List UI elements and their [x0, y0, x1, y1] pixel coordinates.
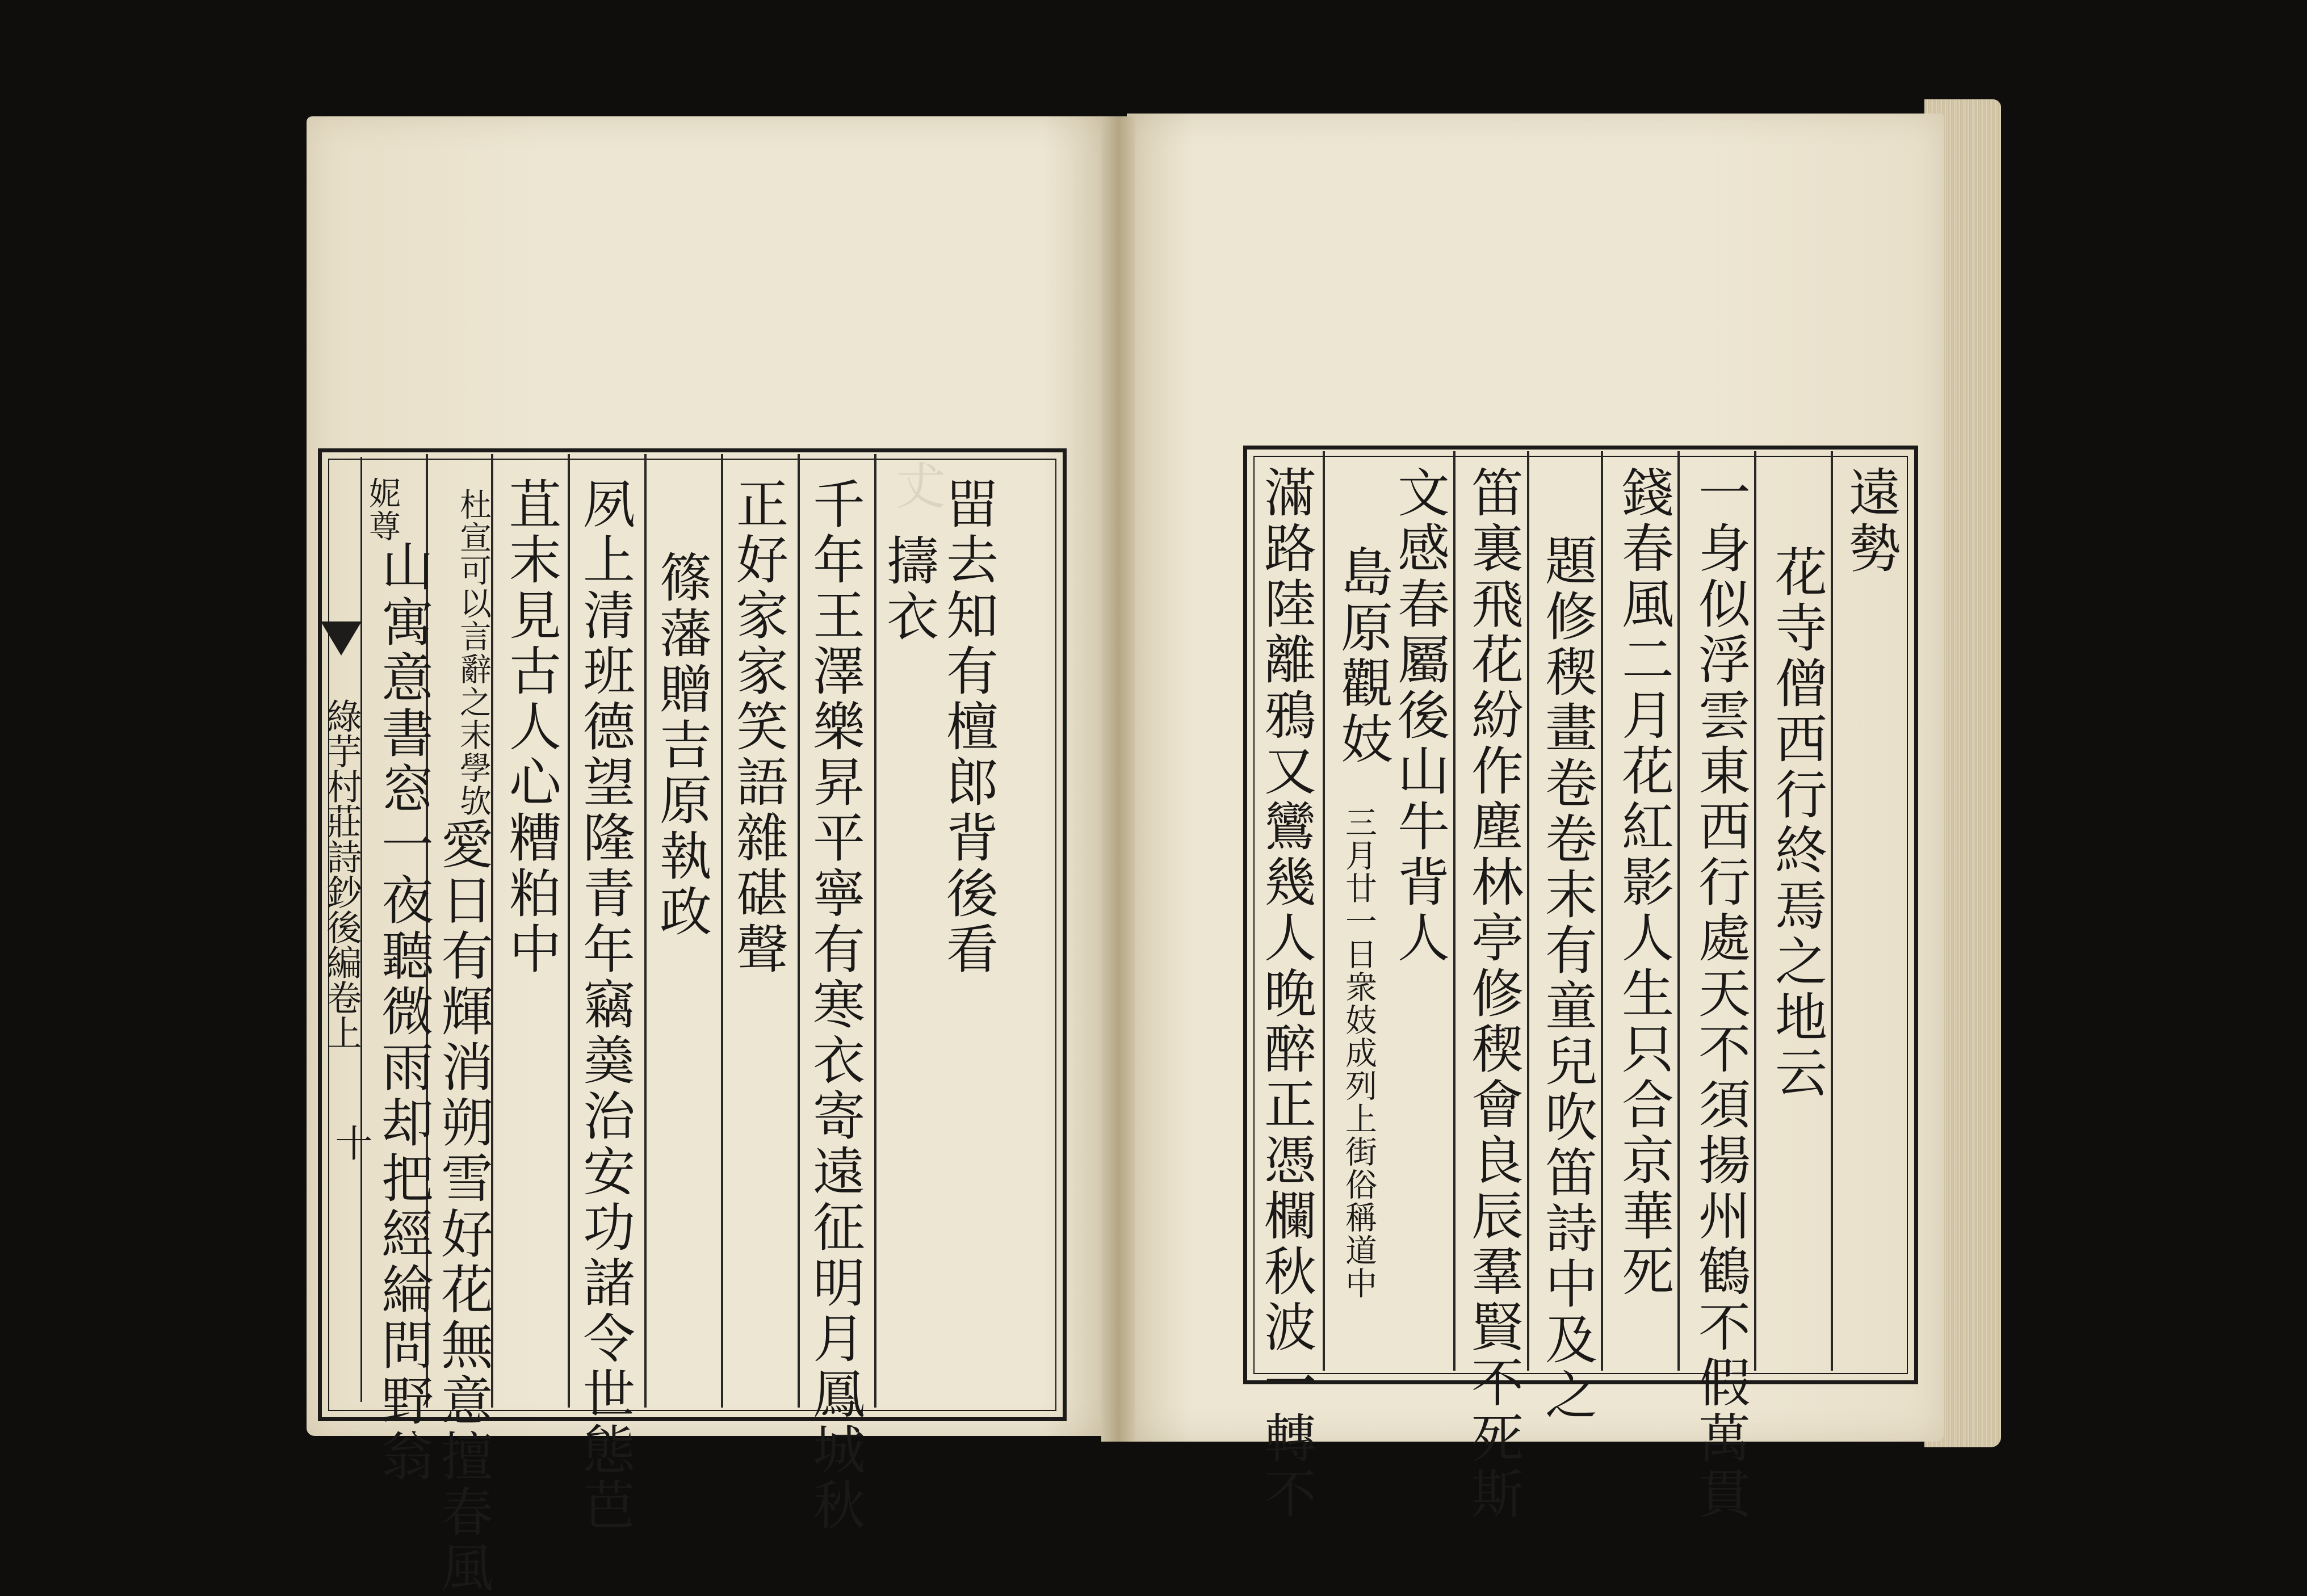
- left-col-4: 正好家家笑語雜碪聲: [728, 477, 788, 977]
- right-col-2: 花寺僧西行終焉之地云: [1767, 545, 1827, 1101]
- column-rule: [1754, 451, 1756, 1371]
- left-col-8-note: 杜宣可以言辭之末學欤: [455, 488, 492, 817]
- show-through-text: 𠀋: [888, 460, 946, 510]
- right-col-5: 題修稧畫卷卷末有童兒吹笛詩中及之: [1537, 534, 1597, 1423]
- column-rule: [798, 454, 800, 1408]
- left-col-5: 篠藩贈吉原執政: [651, 551, 712, 940]
- page-number: 十: [329, 1124, 372, 1161]
- right-col-3: 一身似浮雲東西行處天不須揚州鶴不假萬貫: [1690, 465, 1751, 1522]
- left-col-9: 愛日有輝消朔雪好花無意擅春風: [433, 817, 493, 1596]
- left-col-11-note: 妮尊: [364, 477, 401, 543]
- right-col-8: 島原觀妓: [1332, 545, 1393, 767]
- column-rule: [874, 454, 876, 1408]
- column-rule: [1323, 451, 1325, 1371]
- hanshin-title: 綠芋村莊詩鈔後編卷上: [321, 698, 362, 1050]
- column-rule: [644, 454, 647, 1408]
- column-rule: [721, 454, 723, 1408]
- column-rule: [1677, 451, 1680, 1371]
- left-col-2: 擣衣: [878, 534, 939, 645]
- fishtail-mark: [321, 621, 362, 656]
- column-rule: [1527, 451, 1529, 1371]
- right-col-8-note: 三月廿一日衆妓成列上街俗稱道中: [1340, 806, 1377, 1300]
- right-col-4: 錢春風二月花紅影人生只合京華死: [1613, 465, 1674, 1300]
- spine-gutter: [1101, 116, 1135, 1442]
- left-col-1: 㽞去知有檀郎背後看: [938, 477, 999, 977]
- left-col-3: 千年王澤樂昇平寧有寒衣寄遠征明月鳳城秋: [804, 477, 865, 1534]
- column-rule: [1601, 451, 1603, 1371]
- left-col-7: 苴末見古人心糟粕中: [501, 477, 561, 977]
- column-rule: [568, 454, 570, 1408]
- right-col-6: 笛裏飛花紛作塵林亭修稧會良辰羣賢不死斯: [1463, 465, 1524, 1522]
- column-rule: [1453, 451, 1455, 1371]
- right-col-9: 滿路陸離鴉又鸞幾人晚醉正憑欄秋波一轉不: [1256, 465, 1316, 1522]
- right-col-1: 遠勢: [1840, 465, 1901, 577]
- right-col-7: 文感春屬後山牛背人: [1389, 465, 1450, 966]
- left-col-10: 山寓意書窓一夜聽微雨却把經綸問野翁: [373, 539, 434, 1485]
- left-col-6: 夙上清班德望隆青年竊羮治安功諸令世態芭: [574, 477, 635, 1534]
- column-rule: [1831, 451, 1833, 1371]
